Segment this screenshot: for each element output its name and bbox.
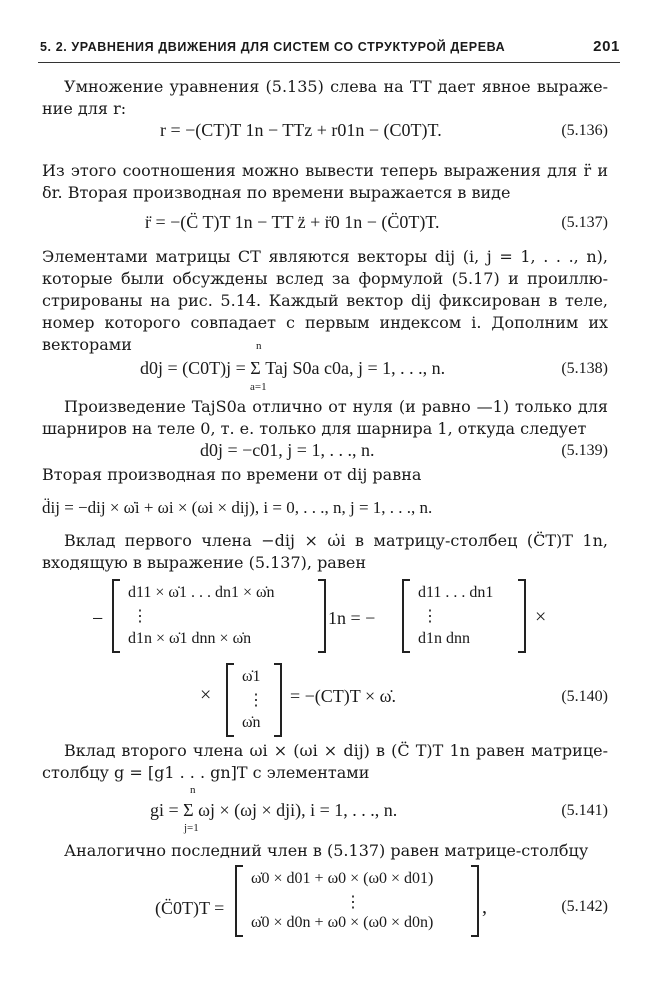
matrix3-vdots: ⋮ bbox=[248, 692, 264, 709]
sum-lower-limit: a=1 bbox=[250, 381, 267, 393]
matrix2-vdots: ⋮ bbox=[422, 608, 438, 625]
equation-d-second-derivative: d̈ij = −dij × ω̇i + ωi × (ωi × dij), i = 0, . . ., n, j = 1, . . ., n. bbox=[42, 498, 433, 517]
sum-upper-limit: n bbox=[256, 340, 262, 352]
equation-number-5-139: (5.139) bbox=[561, 442, 608, 459]
running-header bbox=[40, 38, 620, 60]
equation-number-5-142: (5.142) bbox=[561, 898, 608, 915]
matrix4-vdots: ⋮ bbox=[345, 894, 361, 911]
equation-number-5-137: (5.137) bbox=[561, 214, 608, 231]
paragraph-6: Вклад первого члена −dij × ω̇i в матрицу-столбец (C̈T)T 1n, входящую в выражение (5.137), равен bbox=[42, 531, 608, 572]
paragraph-4: Произведение TajS0a отлично от нуля (и равно —1) только для шарниров на теле 0, т. е. только для шарнира 1, откуда следует bbox=[42, 397, 608, 438]
paragraph-2: Из этого соотношения можно вывести теперь выражения для r̈ и δr. Вторая производная по времени выражается в виде bbox=[42, 161, 608, 202]
paragraph-3: Элементами матрицы CT являются векторы dij (i, j = 1, . . ., n), которые были обсуждены вслед за формулой (5.17) и проиллю-стрированы на рис. 5.14. Каждый вектор dij фиксирован в теле, номер которого совпадает с первым индексом i. Дополним их векторами bbox=[42, 247, 608, 354]
equation-number-5-138: (5.138) bbox=[561, 360, 608, 377]
sum-upper-limit-2: n bbox=[190, 784, 196, 796]
matrix3-row3: ω̇n bbox=[242, 714, 261, 731]
paragraph-8: Аналогично последний член в (5.137) равен матрице-столбцу bbox=[64, 841, 589, 860]
equation-5-136: r = −(CT)T 1n − TTz + r01n − (C0T)T. bbox=[160, 120, 442, 140]
eq140-times-right: × bbox=[535, 606, 547, 628]
matrix2-row1: d11 . . . dn1 bbox=[418, 584, 494, 601]
equation-number-5-141: (5.141) bbox=[561, 802, 608, 819]
sum-lower-limit-2: j=1 bbox=[184, 822, 199, 834]
matrix1-row3: d1n × ω̇1 dnn × ω̇n bbox=[128, 630, 252, 647]
matrix1-vdots: ⋮ bbox=[132, 608, 148, 625]
matrix4-row1: ω̇0 × d01 + ω0 × (ω0 × d01) bbox=[251, 870, 434, 887]
page-number: 201 bbox=[593, 38, 620, 55]
eq140-minus-left: − bbox=[92, 608, 104, 630]
paragraph-1: Умножение уравнения (5.135) слева на TT дает явное выраже-ние для r: bbox=[42, 77, 608, 118]
matrix-d-times-omega bbox=[112, 580, 326, 652]
matrix-c0-second-derivative bbox=[235, 866, 479, 936]
equation-5-138: d0j = (C0T)j = Σ Taj S0a c0a, j = 1, . . ., n. bbox=[140, 358, 446, 378]
matrix2-row3: d1n dnn bbox=[418, 630, 470, 647]
paragraph-5: Вторая производная по времени от dij равна bbox=[42, 465, 422, 484]
matrix-d bbox=[402, 580, 526, 652]
equation-5-142-lhs: (C̈0T)T = bbox=[155, 898, 225, 918]
matrix4-row3: ω̇0 × d0n + ω0 × (ω0 × d0n) bbox=[251, 914, 434, 931]
equation-5-139: d0j = −c01, j = 1, . . ., n. bbox=[200, 440, 375, 460]
matrix3-row1: ω̇1 bbox=[242, 668, 261, 685]
equation-5-141: gi = Σ ωj × (ωj × dji), i = 1, . . ., n. bbox=[150, 800, 398, 820]
eq142-comma: , bbox=[482, 896, 487, 918]
equation-5-137: r̈ = −(C̈ T)T 1n − TT z̈ + r̈0 1n − (C̈0T)T. bbox=[145, 212, 440, 232]
equation-5-140-rhs: = −(CT)T × ω̇. bbox=[290, 686, 396, 706]
eq140-ones-minus: 1n = − bbox=[328, 608, 376, 628]
matrix1-row1: d11 × ω̇1 . . . dn1 × ω̇n bbox=[128, 584, 275, 601]
running-title: 5. 2. УРАВНЕНИЯ ДВИЖЕНИЯ ДЛЯ СИСТЕМ СО СТРУКТУРОЙ ДЕРЕВА bbox=[40, 40, 506, 54]
equation-number-5-136: (5.136) bbox=[561, 122, 608, 139]
equation-number-5-140: (5.140) bbox=[561, 688, 608, 705]
header-rule bbox=[38, 62, 620, 63]
matrix-omega-dot-column bbox=[226, 664, 282, 736]
paragraph-7: Вклад второго члена ωi × (ωi × dij) в (C̈ T)T 1n равен матрице-столбцу g = [g1 . . . gn]T с элементами bbox=[42, 741, 608, 782]
eq140-times-left: × bbox=[200, 684, 212, 706]
